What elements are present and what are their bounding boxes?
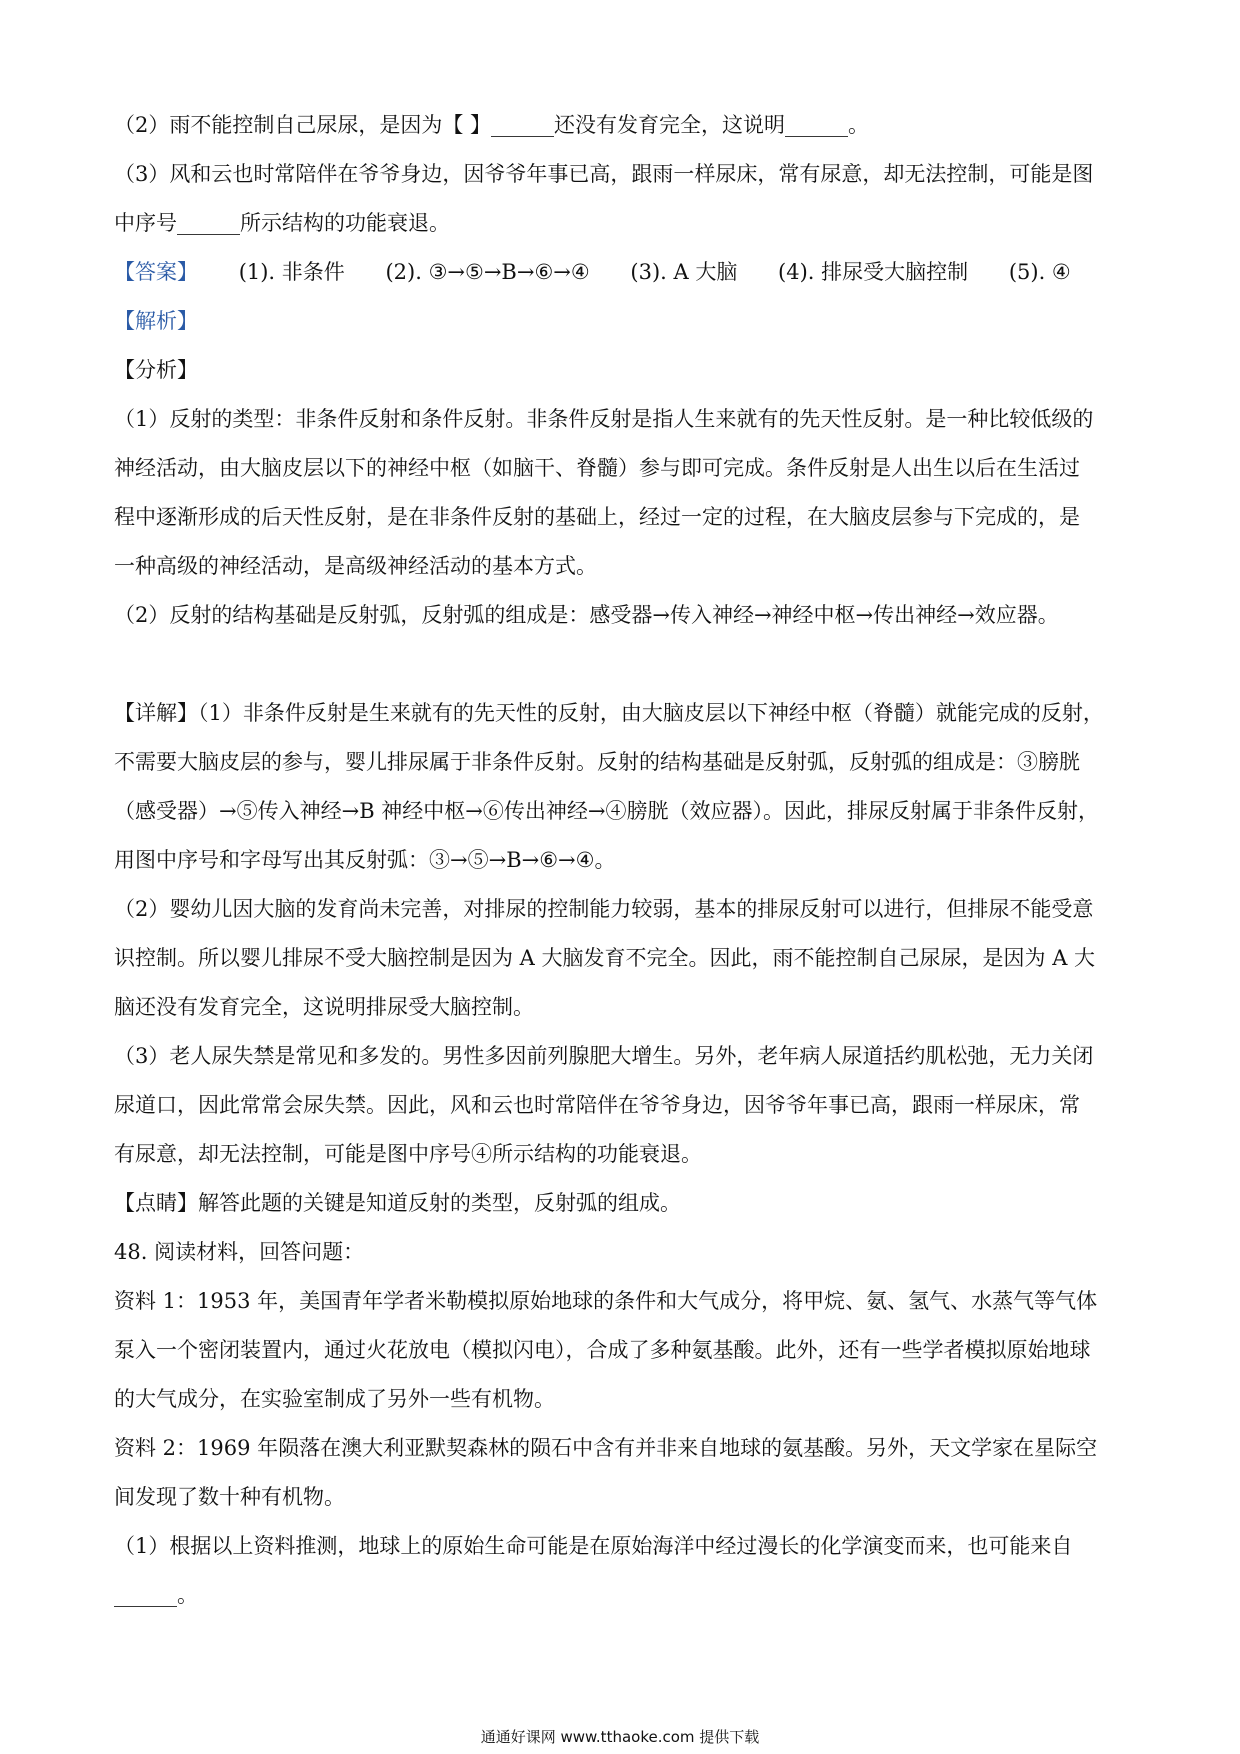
xiangjie-line-2: 不需要大脑皮层的参与，婴儿排尿属于非条件反射。反射的结构基础是反射弧，反射弧的组成是：③膀胱 xyxy=(114,750,1080,774)
dianjing-line: 【点睛】解答此题的关键是知道反射的类型，反射弧的组成。 xyxy=(114,1191,681,1215)
jiexi-tag: 【解析】 xyxy=(114,309,198,333)
fenxi-tag: 【分析】 xyxy=(114,358,198,382)
xiangjie-line-10: 有尿意，却无法控制，可能是图中序号④所示结构的功能衰退。 xyxy=(114,1142,702,1166)
answer-item-5: (5). ④ xyxy=(1008,260,1071,284)
xiangjie-line-8: （3）老人尿失禁是常见和多发的。男性多因前列腺肥大增生。另外，老年病人尿道括约肌松弛，无力关闭 xyxy=(114,1044,1094,1068)
answer-item-1: (1). 非条件 xyxy=(238,260,345,284)
answer-tag: 【答案】 xyxy=(114,260,198,284)
spacer xyxy=(114,640,1130,689)
answer-item-4: (4). 排尿受大脑控制 xyxy=(778,260,969,284)
xiangjie-line-6: 识控制。所以婴儿排尿不受大脑控制是因为 A 大脑发育不完全。因此，雨不能控制自己尿尿，是因为 A 大 xyxy=(114,946,1096,970)
xiangjie-line-1: 【详解】（1）非条件反射是生来就有的先天性的反射，由大脑皮层以下神经中枢（脊髓）就能完成的反射， xyxy=(114,701,1104,725)
answer-item-3: (3). A 大脑 xyxy=(630,260,738,284)
fenxi-line-4: 一种高级的神经活动，是高级神经活动的基本方式。 xyxy=(114,554,597,578)
xiangjie-line-7: 脑还没有发育完全，这说明排尿受大脑控制。 xyxy=(114,995,534,1019)
fenxi-line-2: 神经活动，由大脑皮层以下的神经中枢（如脑干、脊髓）参与即可完成。条件反射是人出生以后在生活过 xyxy=(114,456,1080,480)
document-body xyxy=(114,101,1130,1620)
material-2-line-2: 间发现了数十种有机物。 xyxy=(114,1485,345,1509)
fenxi-line-3: 程中逐渐形成的后天性反射，是在非条件反射的基础上，经过一定的过程，在大脑皮层参与下完成的，是 xyxy=(114,505,1080,529)
page-footer: 通通好课网 www.tthaoke.com 提供下载 xyxy=(480,1728,760,1746)
fenxi-line-5: （2）反射的结构基础是反射弧，反射弧的组成是：感受器→传入神经→神经中枢→传出神经→效应器。 xyxy=(114,603,1059,627)
question-48-1-line-2: ______。 xyxy=(114,1583,198,1607)
question-3-line-2: 中序号______所示结构的功能衰退。 xyxy=(114,211,450,235)
fenxi-line-1: （1）反射的类型：非条件反射和条件反射。非条件反射是指人生来就有的先天性反射。是一种比较低级的 xyxy=(114,407,1094,431)
material-1-line-3: 的大气成分，在实验室制成了另外一些有机物。 xyxy=(114,1387,555,1411)
question-48-1-line-1: （1）根据以上资料推测，地球上的原始生命可能是在原始海洋中经过漫长的化学演变而来，也可能来自 xyxy=(114,1534,1073,1558)
xiangjie-line-5: （2）婴幼儿因大脑的发育尚未完善，对排尿的控制能力较弱，基本的排尿反射可以进行，但排尿不能受意 xyxy=(114,897,1094,921)
material-1-line-1: 资料 1：1953 年，美国青年学者米勒模拟原始地球的条件和大气成分，将甲烷、氨、氢气、水蒸气等气体 xyxy=(114,1289,1098,1313)
question-48-heading: 48. 阅读材料，回答问题： xyxy=(114,1240,365,1264)
material-2-line-1: 资料 2：1969 年陨落在澳大利亚默契森林的陨石中含有并非来自地球的氨基酸。另外，天文学家在星际空 xyxy=(114,1436,1098,1460)
material-1-line-2: 泵入一个密闭装置内，通过火花放电（模拟闪电），合成了多种氨基酸。此外，还有一些学者模拟原始地球 xyxy=(114,1338,1091,1362)
xiangjie-line-9: 尿道口，因此常常会尿失禁。因此，风和云也时常陪伴在爷爷身边，因爷爷年事已高，跟雨一样尿床，常 xyxy=(114,1093,1080,1117)
question-3-line-1: （3）风和云也时常陪伴在爷爷身边，因爷爷年事已高，跟雨一样尿床，常有尿意，却无法控制，可能是图 xyxy=(114,162,1094,186)
answer-row xyxy=(114,248,1130,297)
answer-item-2: (2). ③→⑤→B→⑥→④ xyxy=(385,260,590,284)
xiangjie-line-3: （感受器）→⑤传入神经→B 神经中枢→⑥传出神经→④膀胱（效应器）。因此，排尿反射属于非条件反射， xyxy=(114,799,1099,823)
xiangjie-line-4: 用图中序号和字母写出其反射弧：③→⑤→B→⑥→④。 xyxy=(114,848,616,872)
question-2-text: （2）雨不能控制自己尿尿，是因为【 】______还没有发育完全，这说明______。 xyxy=(114,113,870,137)
